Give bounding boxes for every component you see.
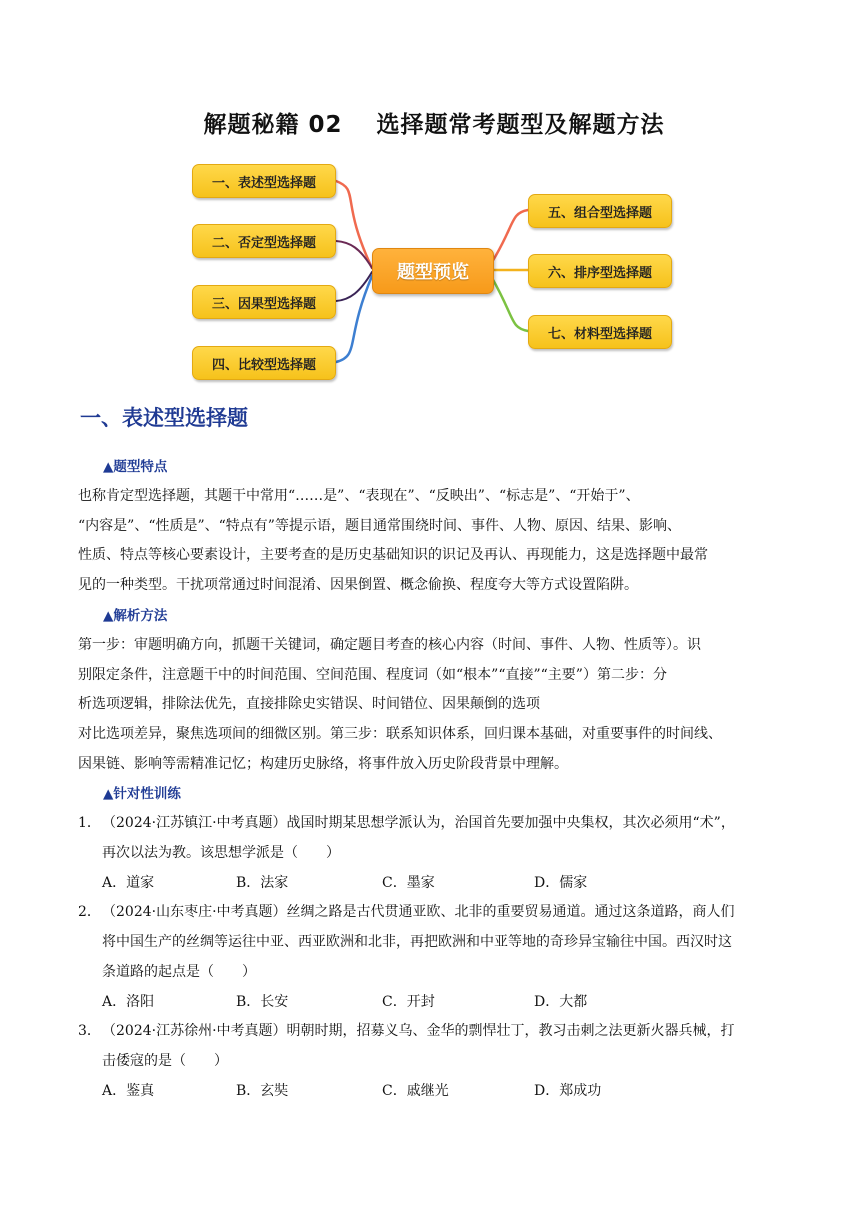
question-number: 1． (78, 815, 101, 832)
mindmap-node-6: 六、排序型选择题 (528, 254, 672, 288)
option-c[interactable]: C．墨家 (382, 874, 435, 891)
question-text: （2024·山东枣庄·中考真题）丝绸之路是古代贯通亚欧、北非的重要贸易通道。通过这条道路，商人们 (102, 904, 735, 921)
question-text: 再次以法为教。该思想学派是（ ） (102, 845, 340, 862)
method-line: 因果链、影响等需精准记忆；构建历史脉络，将事件放入历史阶段背景中理解。 (78, 755, 568, 772)
question-options (78, 988, 794, 1018)
method-paragraph (78, 631, 794, 780)
branch-5 (492, 210, 528, 262)
method-line: 对比选项差异，聚焦选项间的细微区别。第三步：联系知识体系，回归课本基础，对重要事件的时间线、 (78, 725, 722, 742)
option-b[interactable]: B．玄奘 (236, 1082, 289, 1099)
option-c[interactable]: C．开封 (382, 993, 435, 1010)
section-content (78, 452, 794, 1106)
features-line: “内容是”、“性质是”、“特点有”等提示语，题目通常围绕时间、事件、人物、原因、结果、影响、 (78, 517, 681, 534)
mindmap-node-4: 四、比较型选择题 (192, 346, 336, 380)
mindmap-center-node: 题型预览 (372, 248, 494, 294)
option-b[interactable]: B．法家 (236, 874, 289, 891)
option-b[interactable]: B．长安 (236, 993, 289, 1010)
mindmap-node-5: 五、组合型选择题 (528, 194, 672, 228)
option-c[interactable]: C．戚继光 (382, 1082, 449, 1099)
branch-7 (492, 278, 528, 331)
page-title (0, 106, 868, 139)
mindmap-node-2: 二、否定型选择题 (192, 224, 336, 258)
method-line: 第一步：审题明确方向，抓题干关键词，确定题目考查的核心内容（时间、事件、人物、性质等）。识 (78, 636, 701, 653)
branch-1 (336, 181, 372, 268)
method-label: ▲解析方法 (103, 607, 168, 624)
question-text: 条道路的起点是（ ） (102, 963, 256, 980)
method-line: 析选项逻辑，排除法优先，直接排除史实错误、时间错位、因果颠倒的选项 (78, 696, 540, 713)
question-text: 击倭寇的是（ ） (102, 1052, 228, 1069)
question-3 (78, 1017, 794, 1106)
features-line: 性质、特点等核心要素设计，主要考查的是历史基础知识的识记及再认、再现能力，这是选择题中最常 (78, 547, 708, 564)
features-line: 也称肯定型选择题，其题干中常用“……是”、“表现在”、“反映出”、“标志是”、“开始于”、 (78, 488, 640, 504)
option-d[interactable]: D．儒家 (534, 874, 588, 891)
question-number: 3． (78, 1023, 101, 1040)
features-paragraph (78, 482, 794, 601)
option-d[interactable]: D．大都 (534, 993, 588, 1010)
branch-4 (336, 276, 372, 362)
question-text: （2024·江苏徐州·中考真题）明朝时期，招募义乌、金华的剽悍壮丁，教习击刺之法更新火器兵械，打 (102, 1023, 735, 1040)
option-a[interactable]: A．道家 (102, 874, 155, 891)
title-main: 选择题常考题型及解题方法 (376, 112, 665, 138)
option-a[interactable]: A．鉴真 (102, 1082, 155, 1099)
question-number: 2． (78, 904, 101, 921)
question-options (78, 1077, 794, 1107)
method-line: 别限定条件，注意题干中的时间范围、空间范围、程度词（如“根本”“直接”“主要”）第二步：分 (78, 666, 667, 683)
mindmap-node-1: 一、表述型选择题 (192, 164, 336, 198)
section-heading: 一、表述型选择题 (80, 406, 248, 430)
features-line: 见的一种类型。干扰项常通过时间混淆、因果倒置、概念偷换、程度夸大等方式设置陷阱。 (78, 577, 638, 594)
question-2 (78, 898, 794, 1017)
question-text: （2024·江苏镇江·中考真题）战国时期某思想学派认为，治国首先要加强中央集权，其次必须用“术”， (102, 815, 735, 832)
mindmap-node-3: 三、因果型选择题 (192, 285, 336, 319)
question-text: 将中国生产的丝绸等运往中亚、西亚欧洲和北非，再把欧洲和中亚等地的奇珍异宝输往中国。西汉时这 (102, 934, 732, 951)
title-prefix: 解题秘籍 02 (203, 112, 343, 138)
practice-label: ▲针对性训练 (103, 786, 181, 803)
option-a[interactable]: A．洛阳 (102, 993, 155, 1010)
mindmap-node-7: 七、材料型选择题 (528, 315, 672, 349)
question-options (78, 869, 794, 899)
features-label: ▲题型特点 (103, 459, 168, 475)
option-d[interactable]: D．郑成功 (534, 1082, 602, 1099)
question-1 (78, 809, 794, 898)
